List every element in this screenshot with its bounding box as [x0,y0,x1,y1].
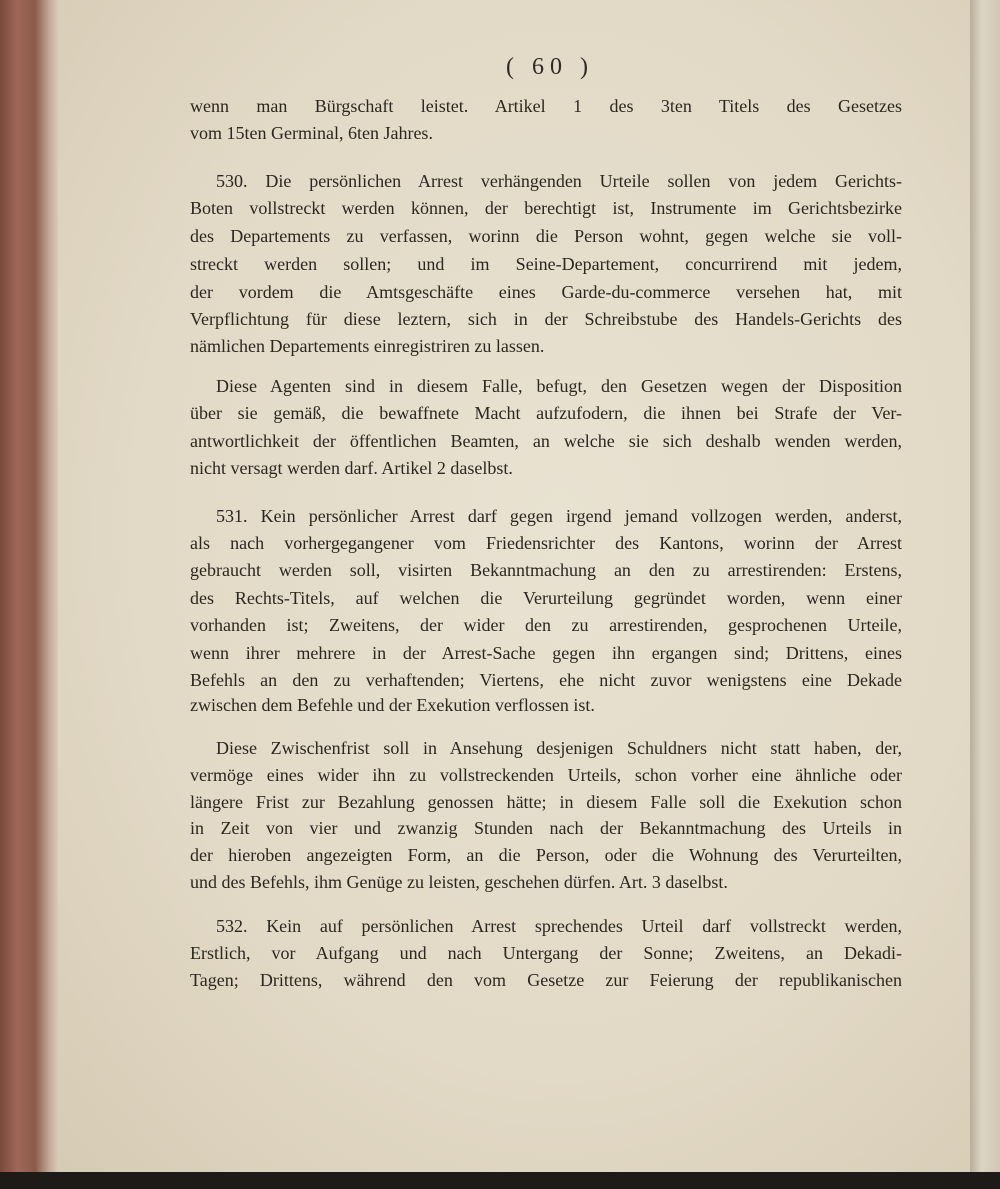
text-line: 532. Kein auf persönlichen Arrest sprechendes Urteil darf vollstreckt werden, [216,916,902,936]
text-line: Diese Zwischenfrist soll in Ansehung desjenigen Schuldners nicht statt haben, der, [216,738,902,758]
text-line: 531. Kein persönlicher Arrest darf gegen irgend jemand vollzogen werden, anderst, [216,506,902,526]
page-number: ( 60 ) [506,54,594,80]
text-line: 530. Die persönlichen Arrest verhängenden Urteile sollen von jedem Gerichts- [216,171,902,191]
text-line: der hieroben angezeigten Form, an die Person, oder die Wohnung des Verurteilten, [190,845,902,865]
text-line: als nach vorhergegangener vom Friedensrichter des Kantons, worinn der Arrest [190,533,902,553]
text-line: zwischen dem Befehle und der Exekution verflossen ist. [190,695,595,715]
text-line: des Departements zu verfassen, worinn die Person wohnt, gegen welche sie voll- [190,226,902,246]
text-line: vom 15ten Germinal, 6ten Jahres. [190,123,433,143]
text-line: längere Frist zur Bezahlung genossen hätte; in diesem Falle soll die Exekution schon [190,792,902,812]
text-line: und des Befehls, ihm Genüge zu leisten, geschehen dürfen. Art. 3 daselbst. [190,872,728,892]
text-line: vorhanden ist; Zweitens, der wider den zu arrestirenden, gesprochenen Urteile, [190,615,902,635]
text-line: Diese Agenten sind in diesem Falle, befugt, den Gesetzen wegen der Disposition [216,376,902,396]
text-line: wenn man Bürgschaft leistet. Artikel 1 des 3ten Titels des Gesetzes [190,96,902,116]
text-line: antwortlichkeit der öffentlichen Beamten, an welche sie sich deshalb wenden werden, [190,431,902,451]
text-line: der vordem die Amtsgeschäfte eines Garde-du-commerce versehen hat, mit [190,282,902,302]
text-line: in Zeit von vier und zwanzig Stunden nach der Bekanntmachung des Urteils in [190,818,902,838]
text-line: über sie gemäß, die bewaffnete Macht aufzufodern, die ihnen bei Strafe der Ver- [190,403,902,423]
text-line: Verpflichtung für diese leztern, sich in der Schreibstube des Handels-Gerichts des [190,309,902,329]
text-line: nicht versagt werden darf. Artikel 2 daselbst. [190,458,513,478]
text-line: gebraucht werden soll, visirten Bekanntmachung an den zu arrestirenden: Erstens, [190,560,902,580]
text-line: Boten vollstreckt werden können, der berechtigt ist, Instrumente im Gerichtsbezirke [190,198,902,218]
text-line: vermöge eines wider ihn zu vollstreckenden Urteils, schon vorher eine ähnliche oder [190,765,902,785]
text-line: Befehls an den zu verhaftenden; Viertens, ehe nicht zuvor wenigstens eine Dekade [190,670,902,690]
text-line: des Rechts-Titels, auf welchen die Verurteilung gegründet worden, wenn einer [190,588,902,608]
text-line: streckt werden sollen; und im Seine-Departement, concurrirend mit jedem, [190,254,902,274]
text-line: Tagen; Drittens, während den vom Gesetze zur Feierung der republikanischen [190,970,902,990]
text-line: nämlichen Departements einregistriren zu lassen. [190,336,545,356]
text-line: wenn ihrer mehrere in der Arrest-Sache gegen ihn ergangen sind; Drittens, eines [190,643,902,663]
text-line: Erstlich, vor Aufgang und nach Untergang der Sonne; Zweitens, an Dekadi- [190,943,902,963]
